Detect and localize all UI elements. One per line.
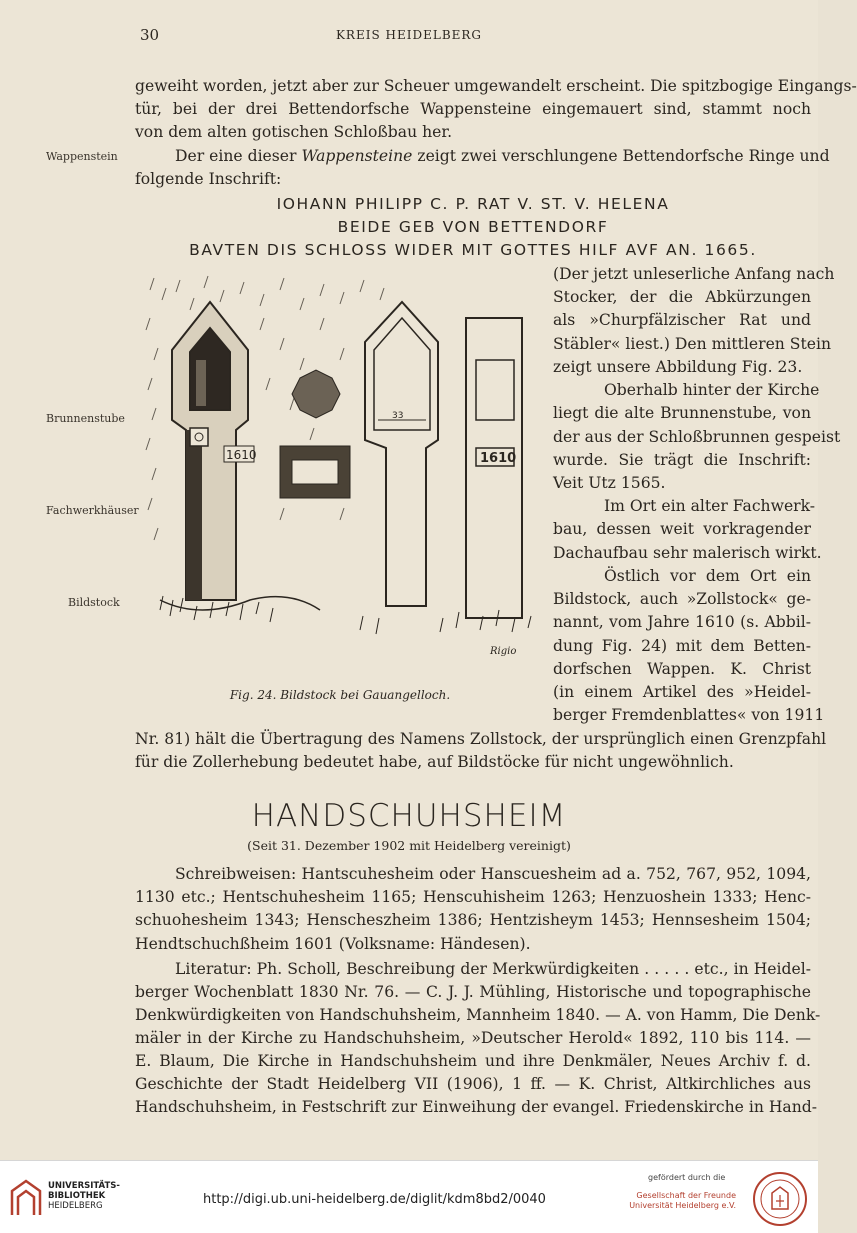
text-line: für die Zollerhebung bedeutet habe, auf Bildstöcke für nicht ungewöhnlich. (135, 753, 734, 771)
margin-note-fachwerkhaeuser: Fachwerkhäuser (46, 504, 139, 517)
society-name-line: Universität Heidelberg e.V. (629, 1201, 736, 1210)
column-line: Im Ort ein alter Fachwerk- (604, 497, 816, 515)
funded-by-label: gefördert durch die (648, 1173, 726, 1182)
inscription-line-3: BAVTEN DIS SCHLOSS WIDER MIT GOTTES HILF AVF AN. 1665. (189, 241, 757, 259)
text-line: Schreibweisen: Hantscuhesheim oder Hanscuesheim ad a. 752, 767, 952, 1094, (175, 865, 811, 883)
column-line: als »Churpfälzischer Rat und (553, 311, 811, 329)
text-line: 1130 etc.; Hentschuhesheim 1165; Henscuhisheim 1263; Henzuoshein 1333; Henc- (135, 888, 811, 906)
library-name (48, 1181, 120, 1211)
column-line: wurde. Sie trägt die Inschrift: (553, 451, 811, 469)
university-seal-icon (752, 1171, 808, 1227)
text-span: Der eine dieser (175, 147, 302, 165)
stone-year-right: 1610 (480, 451, 517, 466)
column-line: Östlich vor dem Ort ein (604, 567, 811, 585)
inscription-line-1: IOHANN PHILIPP C. P. RAT V. ST. V. HELENA (276, 195, 670, 213)
column-line: Bildstock, auch »Zollstock« ge- (553, 590, 811, 608)
figure-caption: Fig. 24. Bildstock bei Gauangelloch. (229, 688, 451, 702)
permalink-url[interactable]: http://digi.ub.uni-heidelberg.de/diglit/kdm8bd2/0040 (203, 1192, 546, 1207)
column-line: zeigt unsere Abbildung Fig. 23. (553, 358, 803, 376)
column-line: dorfschen Wappen. K. Christ (553, 660, 811, 678)
library-name-line: UNIVERSITÄTS- (48, 1181, 120, 1191)
text-line: Denkwürdigkeiten von Handschuhsheim, Mannheim 1840. — A. von Hamm, Die Denk- (135, 1006, 821, 1024)
text-line: E. Blaum, Die Kirche in Handschuhsheim und ihre Denkmäler, Neues Archiv f. d. (135, 1052, 811, 1070)
text-line: Handschuhsheim, in Festschrift zur Einweihung der evangel. Friedenskirche in Hand- (135, 1098, 818, 1116)
column-line: liegt die alte Brunnenstube, von (553, 404, 811, 422)
section-subtitle: (Seit 31. Dezember 1902 mit Heidelberg vereinigt) (247, 838, 571, 853)
text-line: mäler in der Kirche zu Handschuhsheim, »Deutscher Herold« 1892, 110 bis 114. — (135, 1029, 811, 1047)
text-line: Geschichte der Stadt Heidelberg VII (1906), 1 ff. — K. Christ, Altkirchliches aus (135, 1075, 811, 1093)
text-line: von dem alten gotischen Schloßbau her. (135, 123, 453, 141)
stone-year-left: 1610 (226, 448, 257, 462)
bildstock-illustration (140, 270, 545, 680)
society-name-line: Gesellschaft der Freunde (636, 1191, 736, 1200)
text-span: zeigt zwei verschlungene Bettendorfsche Ringe und (412, 147, 830, 165)
column-line: bau, dessen weit vorkragender (553, 520, 811, 538)
text-line: tür, bei der drei Bettendorfsche Wappensteine eingemauert sind, stammt noch (135, 100, 811, 118)
emphasis-wappensteine: Wappensteine (301, 147, 413, 165)
page-number: 30 (140, 26, 160, 44)
section-heading: HANDSCHUHSHEIM (251, 798, 567, 834)
society-name (618, 1191, 736, 1211)
column-line: Dachaufbau sehr malerisch wirkt. (553, 544, 822, 562)
library-name-line: BIBLIOTHEK (48, 1191, 106, 1201)
svg-text:33: 33 (392, 411, 404, 421)
university-library-logo-icon (8, 1177, 44, 1217)
column-line: (Der jetzt unleserliche Anfang nach (553, 265, 835, 283)
column-line: (in einem Artikel des »Heidel- (553, 683, 811, 701)
margin-note-brunnenstube: Brunnenstube (46, 412, 125, 425)
text-line: Literatur: Ph. Scholl, Beschreibung der Merkwürdigkeiten . . . . . etc., in Heidel- (175, 960, 811, 978)
column-line: der aus der Schloßbrunnen gespeist (553, 428, 841, 446)
text-line: berger Wochenblatt 1830 Nr. 76. — C. J. J. Mühling, Historische und topographische (135, 983, 811, 1001)
column-line: berger Fremdenblattes« von 1911 (553, 706, 825, 724)
inscription-line-2: BEIDE GEB VON BETTENDORF (337, 218, 609, 236)
column-line: dung Fig. 24) mit dem Betten- (553, 637, 811, 655)
text-line: geweiht worden, jetzt aber zur Scheuer umgewandelt erscheint. Die spitzbogige Eingangs- (135, 77, 857, 95)
column-line: Oberhalb hinter der Kirche (604, 381, 820, 399)
column-line: nannt, vom Jahre 1610 (s. Abbil- (553, 613, 811, 631)
footer-bar (0, 1160, 818, 1233)
margin-note-wappenstein: Wappenstein (46, 150, 118, 163)
library-name-line: HEIDELBERG (48, 1201, 103, 1211)
artist-signature: Rigio (490, 646, 517, 657)
text-line: Nr. 81) hält die Übertragung des Namens Zollstock, der ursprünglich einen Grenzpfahl (135, 730, 827, 748)
margin-note-bildstock: Bildstock (68, 596, 120, 609)
running-title: KREIS HEIDELBERG (335, 28, 483, 42)
column-line: Veit Utz 1565. (553, 474, 666, 492)
text-line: folgende Inschrift: (135, 170, 282, 188)
text-line: Hendtschuchßheim 1601 (Volksname: Händesen). (135, 935, 531, 953)
text-line: schuohesheim 1343; Henscheszheim 1386; Hentzisheym 1453; Hennsesheim 1504; (135, 911, 811, 929)
column-line: Stocker, der die Abkürzungen (553, 288, 811, 306)
column-line: Stäbler« liest.) Den mittleren Stein (553, 335, 832, 353)
text-line-wappensteine (175, 145, 830, 168)
